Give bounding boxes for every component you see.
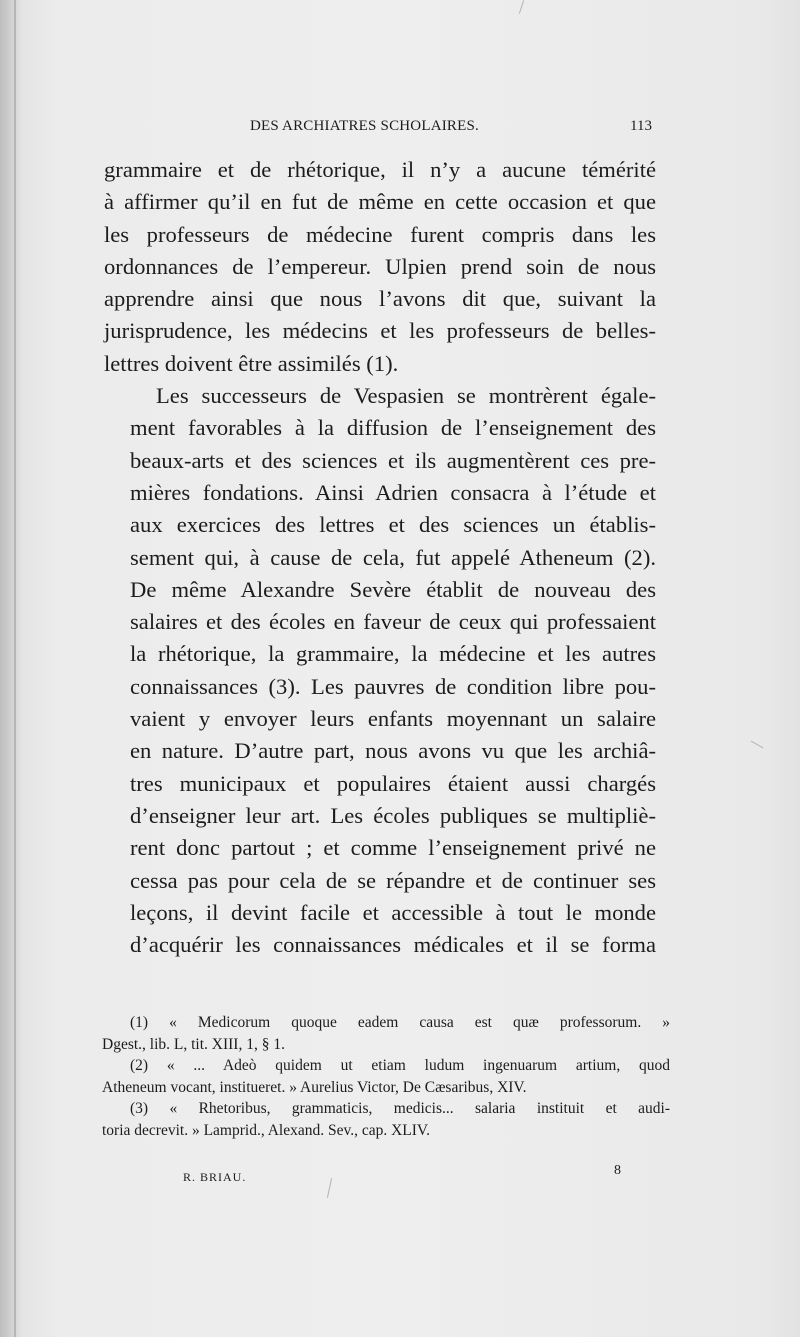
text-line: mières fondations. Ainsi Adrien consacra à l’étude et [130,479,656,505]
running-title: DES ARCHIATRES SCHOLAIRES. [250,118,479,134]
text-line: apprendre ainsi que nous l’avons dit que, suivant la [104,286,656,312]
main-text [104,154,656,961]
stray-mark [327,1178,332,1198]
text-line: De même Alexandre Sevère établit de nouveau des [130,576,656,602]
footnote-3: (3) « Rhetoribus, grammaticis, medicis... salaria instituit et audi- [130,1100,670,1117]
text-line: cessa pas pour cela de se répandre et de continuer ses [130,867,656,893]
text-line: tres municipaux et populaires étaient aussi chargés [130,770,656,796]
footnote-1-continued: Dgest., lib. L, tit. XIII, 1, § 1. [102,1035,285,1053]
footnote-2-continued: Atheneum vocant, institueret. » Aurelius Victor, De Cæsaribus, XIV. [102,1078,527,1096]
text-line: connaissances (3). Les pauvres de condition libre pou- [130,673,656,699]
printer-signature: R. BRIAU. [183,1170,247,1184]
paragraph-1 [104,154,656,380]
text-line: sement qui, à cause de cela, fut appelé Atheneum (2). [130,544,656,570]
text-line: Les successeurs de Vespasien se montrèrent égale- [156,383,656,409]
text-line: en nature. D’autre part, nous avons vu que les archiâ- [130,738,656,764]
text-line: grammaire et de rhétorique, il n’y a aucune témérité [104,157,656,182]
text-line: vaient y envoyer leurs enfants moyennant un salaire [130,706,656,732]
stray-mark [751,741,764,749]
text-line: ment favorables à la diffusion de l’enseignement des [130,415,656,441]
footnotes [102,1012,670,1141]
text-line: d’enseigner leur art. Les écoles publiques se multipliè- [130,802,656,828]
stray-mark [519,0,524,14]
text-line: les professeurs de médecine furent compris dans les [104,221,656,247]
paragraph-2 [104,380,656,961]
text-line: ordonnances de l’empereur. Ulpien prend soin de nous [104,253,656,279]
text-line: à affirmer qu’il en fut de même en cette occasion et que [104,189,656,215]
sheet-number: 8 [614,1163,621,1178]
page-number: 113 [630,118,652,134]
text-line: beaux-arts et des sciences et ils augmentèrent ces pre- [130,447,656,473]
text-line: leçons, il devint facile et accessible à tout le monde [130,899,656,925]
text-line: lettres doivent être assimilés (1). [104,350,399,376]
text-line: salaires et des écoles en faveur de ceux qui professaient [130,609,656,635]
footnote-1: (1) « Medicorum quoque eadem causa est quæ professorum. » [130,1014,670,1031]
text-line: d’acquérir les connaissances médicales et il se forma [130,932,656,958]
page-header [100,118,660,142]
footnote-2: (2) « ... Adeò quidem ut etiam ludum ingenuarum artium, quod [130,1057,670,1074]
binding-gutter [14,0,16,1337]
text-line: rent donc partout ; et comme l’enseignement privé ne [130,835,656,861]
text-line: aux exercices des lettres et des sciences un établis- [130,512,656,538]
text-line: jurisprudence, les médecins et les professeurs de belles- [104,318,656,344]
footnote-3-continued: toria decrevit. » Lamprid., Alexand. Sev., cap. XLIV. [102,1121,430,1139]
text-line: la rhétorique, la grammaire, la médecine et les autres [130,641,656,667]
